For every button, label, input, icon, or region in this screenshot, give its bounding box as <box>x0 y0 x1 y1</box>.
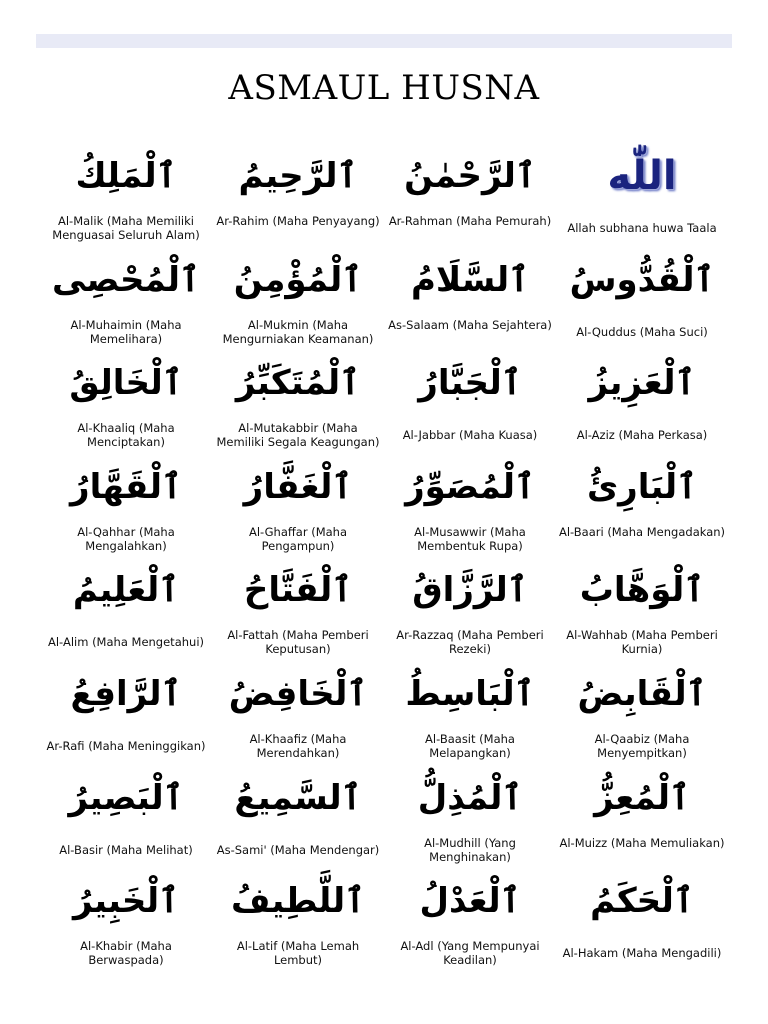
name-transliteration: Al-Muhaimin (Maha Memelihara) <box>70 317 182 346</box>
name-card <box>384 140 556 244</box>
arabic-name: ٱلْفَتَّاحُ <box>243 570 353 611</box>
name-card <box>212 347 384 451</box>
name-card <box>556 451 728 555</box>
name-transliteration: Al-Khabir (Maha Berwaspada) <box>80 939 172 968</box>
name-card <box>384 554 556 658</box>
name-transliteration: Al-Aziz (Maha Perkasa) <box>576 428 708 443</box>
arabic-name: ٱلْعَلِيمُ <box>72 570 180 611</box>
name-transliteration: As-Salaam (Maha Sejahtera) <box>388 317 552 332</box>
name-card <box>40 244 212 348</box>
name-transliteration: As-Sami' (Maha Mendengar) <box>216 842 380 857</box>
name-transliteration: Al-Khaaliq (Maha Menciptakan) <box>77 421 175 450</box>
name-transliteration: Al-Fattah (Maha Pemberi Keputusan) <box>227 628 369 657</box>
name-transliteration: Al-Jabbar (Maha Kuasa) <box>402 428 538 443</box>
name-transliteration: Al-Qahhar (Maha Mengalahkan) <box>77 524 175 553</box>
name-card <box>384 451 556 555</box>
names-grid <box>40 140 728 969</box>
name-card <box>556 554 728 658</box>
name-card <box>40 554 212 658</box>
name-card <box>556 865 728 969</box>
name-transliteration: Al-Khaafiz (Maha Merendahkan) <box>249 731 347 760</box>
name-transliteration: Al-Basir (Maha Melihat) <box>59 842 193 857</box>
arabic-name: ٱلْقَابِضُ <box>577 673 707 714</box>
arabic-name: ٱلْوَهَّابُ <box>579 570 705 611</box>
name-transliteration: Al-Musawwir (Maha Membentuk Rupa) <box>414 524 526 553</box>
name-card <box>384 244 556 348</box>
name-card <box>212 244 384 348</box>
arabic-name: ٱلرَّزَّاقُ <box>412 570 528 611</box>
arabic-name: ٱلْمَلِكُ <box>75 156 177 196</box>
arabic-name: ٱلرَّحِيمُ <box>238 156 358 196</box>
name-card <box>556 658 728 762</box>
arabic-name: ٱلْخَبِيرُ <box>72 881 180 922</box>
arabic-name: ٱلْبَارِئُ <box>586 466 698 507</box>
arabic-name: ٱلْبَصِيرُ <box>68 777 184 818</box>
name-transliteration: Al-Wahhab (Maha Pemberi Kurnia) <box>566 628 718 657</box>
name-transliteration: Al-Mutakabbir (Maha Memiliki Segala Keagungan) <box>216 421 380 450</box>
arabic-name: ٱلسَّمِيعُ <box>234 777 362 818</box>
name-transliteration: Al-Mudhill (Yang Menghinakan) <box>424 835 516 864</box>
name-card <box>384 865 556 969</box>
arabic-name: ٱلْغَفَّارُ <box>243 466 353 507</box>
arabic-name: ٱلْعَزِيزُ <box>588 363 696 404</box>
name-card <box>40 658 212 762</box>
arabic-name: ٱلْمُعِزُّ <box>594 777 690 818</box>
arabic-name: ٱلْجَبَّارُ <box>418 363 522 404</box>
name-transliteration: Al-Hakam (Maha Mengadili) <box>562 946 722 961</box>
name-card <box>40 451 212 555</box>
name-card <box>556 244 728 348</box>
name-transliteration: Ar-Rahman (Maha Pemurah) <box>388 214 552 228</box>
name-transliteration: Al-Malik (Maha Memiliki Menguasai Seluruh Alam) <box>52 214 200 242</box>
name-card <box>212 658 384 762</box>
name-transliteration: Ar-Rahim (Maha Penyayang) <box>216 214 380 228</box>
name-card <box>212 865 384 969</box>
name-card <box>556 347 728 451</box>
name-transliteration: Ar-Rafi (Maha Meninggikan) <box>46 738 206 753</box>
name-transliteration: Al-Quddus (Maha Suci) <box>576 324 708 339</box>
name-card <box>556 140 728 244</box>
arabic-name: ٱلْقُدُّوسُ <box>569 259 715 300</box>
arabic-name: ٱلْمُحْصِى <box>52 259 200 300</box>
arabic-name: ٱلْقَهَّارُ <box>70 466 182 507</box>
name-transliteration: Al-Qaabiz (Maha Menyempitkan) <box>594 731 690 760</box>
name-transliteration: Al-Muizz (Maha Memuliakan) <box>559 835 725 850</box>
top-divider-strip <box>36 34 732 48</box>
arabic-name: ٱلرَّافِعُ <box>70 673 182 714</box>
name-card <box>384 762 556 866</box>
arabic-name: ٱلْمُذِلُّ <box>417 777 523 818</box>
arabic-name: ٱلْمُؤْمِنُ <box>233 259 363 300</box>
name-card <box>40 865 212 969</box>
arabic-name: ٱلْمُتَكَبِّرُ <box>235 363 361 404</box>
name-transliteration: Allah subhana huwa Taala <box>567 221 717 235</box>
arabic-name: ٱلْخَافِضُ <box>228 673 368 714</box>
name-card <box>212 762 384 866</box>
name-transliteration: Al-Alim (Maha Mengetahui) <box>48 635 204 650</box>
name-card <box>40 140 212 244</box>
name-card <box>212 140 384 244</box>
name-transliteration: Al-Ghaffar (Maha Pengampun) <box>248 524 348 553</box>
name-card <box>212 451 384 555</box>
arabic-name: ٱلسَّلَامُ <box>410 259 530 300</box>
allah-calligraphy: اللّٰه <box>607 153 677 199</box>
name-transliteration: Al-Latif (Maha Lemah Lembut) <box>236 939 360 968</box>
name-card <box>212 554 384 658</box>
name-card <box>384 347 556 451</box>
arabic-name: ٱلْمُصَوِّرُ <box>405 466 535 507</box>
name-transliteration: Ar-Razzaq (Maha Pemberi Rezeki) <box>396 628 544 657</box>
name-card <box>40 762 212 866</box>
name-transliteration: Al-Adl (Yang Mempunyai Keadilan) <box>400 939 540 968</box>
arabic-name: ٱلرَّحْمٰنُ <box>404 156 536 196</box>
name-card <box>40 347 212 451</box>
name-transliteration: Al-Mukmin (Maha Mengurniakan Keamanan) <box>222 317 374 346</box>
name-transliteration: Al-Baasit (Maha Melapangkan) <box>425 731 515 760</box>
arabic-name: ٱلْخَالِقُ <box>69 363 183 404</box>
name-transliteration: Al-Baari (Maha Mengadakan) <box>558 524 726 539</box>
arabic-name: ٱللَّطِيفُ <box>230 881 366 922</box>
arabic-name: ٱلْحَكَمُ <box>590 881 694 922</box>
name-card <box>556 762 728 866</box>
name-card <box>384 658 556 762</box>
page-title: ASMAUL HUSNA <box>228 68 540 108</box>
arabic-name: ٱلْعَدْلُ <box>419 881 521 922</box>
arabic-name: ٱلْبَاسِطُ <box>405 673 535 714</box>
